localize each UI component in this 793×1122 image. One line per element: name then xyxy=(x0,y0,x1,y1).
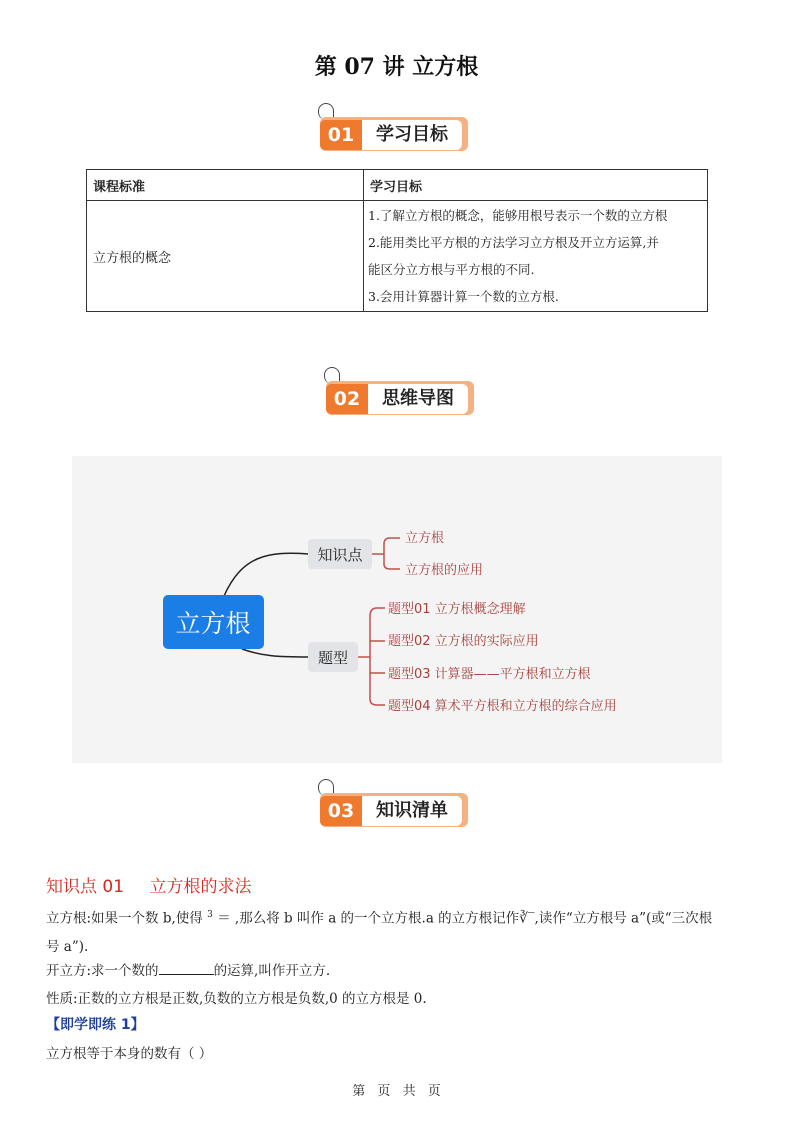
bracket xyxy=(372,538,400,569)
curriculum-table xyxy=(86,169,708,312)
fill-blank[interactable] xyxy=(159,960,214,975)
leaf-label: 题型04 算术平方根和立方根的综合应用 xyxy=(388,699,617,714)
open-cube-text: 的运算,叫作开立方. xyxy=(213,963,331,979)
section-label: 学习目标 xyxy=(362,120,462,150)
footer-text: 页 xyxy=(377,1084,391,1099)
property-paragraph: 性质:正数的立方根是正数,负数的立方根是负数,0 的立方根是 0. xyxy=(46,991,427,1007)
goal-line: 2.能用类比平方根的方法学习立方根及开立方运算,并 xyxy=(368,235,659,250)
leaf-label: 立方根 xyxy=(405,531,445,546)
section-banner-02 xyxy=(324,367,476,415)
definition-text: 号 a”). xyxy=(46,938,89,955)
page-footer xyxy=(0,1080,793,1099)
footer-text: 第 xyxy=(352,1084,366,1099)
knowledge-point-number: 知识点 01 xyxy=(46,877,125,897)
branch-label: 题型 xyxy=(317,649,349,667)
definition-text: 立方根:如果一个数 b,使得 xyxy=(46,910,203,927)
section-label: 思维导图 xyxy=(368,384,468,414)
bracket xyxy=(358,608,385,705)
practice-label: 【即学即练 1】 xyxy=(46,1017,145,1033)
goal-line: 能区分立方根与平方根的不同. xyxy=(368,262,535,277)
section-label: 知识清单 xyxy=(362,796,462,826)
mind-map-svg xyxy=(72,456,722,763)
page-title: 第 07 讲 立方根 xyxy=(314,54,479,80)
table-header-goals: 学习目标 xyxy=(364,170,708,201)
section-banner-03 xyxy=(318,779,470,827)
section-number: 01 xyxy=(320,120,362,150)
section-number: 03 xyxy=(320,796,362,826)
equals-sign: ＝ xyxy=(217,910,231,927)
open-cube-paragraph xyxy=(46,957,746,985)
table-cell-standard: 立方根的概念 xyxy=(87,201,364,312)
leaf-label: 立方根的应用 xyxy=(405,563,484,578)
goal-line: 3.会用计算器计算一个数的立方根. xyxy=(368,289,559,304)
section-banner-01 xyxy=(318,103,470,151)
connector xyxy=(224,553,308,596)
branch-label: 知识点 xyxy=(317,546,363,564)
practice-question: 立方根等于本身的数有（ ） xyxy=(46,1046,213,1062)
definition-text: ,那么将 b 叫作 a 的一个立方根.a 的立方根记作∛‾,读作“立方根号 a”(或“三次根 xyxy=(234,910,713,927)
open-cube-text: 开立方:求一个数的 xyxy=(46,963,159,979)
footer-text: 共 xyxy=(402,1084,416,1099)
knowledge-point-heading xyxy=(46,872,271,897)
leaf-label: 题型01 立方根概念理解 xyxy=(388,602,526,617)
mind-map xyxy=(72,456,722,763)
exponent: 3 xyxy=(207,910,213,920)
goal-line: 1.了解立方根的概念，能够用根号表示一个数的立方根 xyxy=(368,208,668,223)
table-cell-goals xyxy=(364,201,708,312)
footer-text: 页 xyxy=(427,1084,441,1099)
leaf-label: 题型03 计算器——平方根和立方根 xyxy=(388,667,591,682)
section-number: 02 xyxy=(326,384,368,414)
knowledge-point-title: 立方根的求法 xyxy=(149,877,252,897)
root-label: 立方根 xyxy=(175,609,251,638)
leaf-label: 题型02 立方根的实际应用 xyxy=(388,634,539,649)
table-header-standard: 课程标准 xyxy=(87,170,364,201)
connector xyxy=(242,649,308,657)
definition-paragraph xyxy=(46,901,746,961)
